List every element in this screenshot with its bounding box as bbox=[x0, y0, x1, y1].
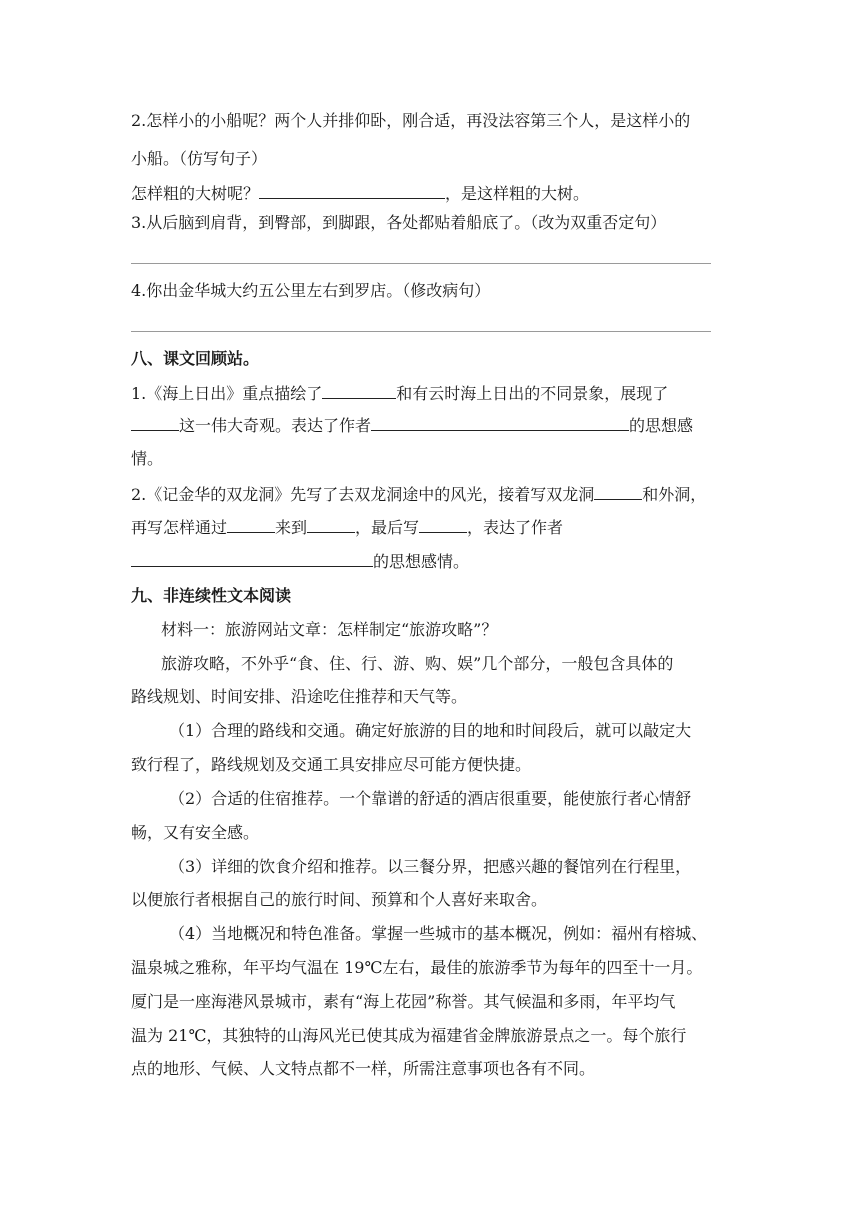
answer-blank[interactable] bbox=[131, 550, 373, 567]
paragraph-line: 温为 21℃，其独特的山海风光已使其成为福建省金牌旅游景点之一。每个旅行 bbox=[131, 1026, 687, 1045]
answer-blank[interactable] bbox=[227, 516, 275, 533]
section-9-heading: 九、非连续性文本阅读 bbox=[131, 586, 292, 605]
answer-blank[interactable] bbox=[259, 182, 445, 199]
text: 1.《海上日出》重点描绘了 bbox=[131, 384, 323, 403]
text: 这一伟大奇观。表达了作者 bbox=[179, 416, 372, 435]
s8-question-1-line-3: 情。 bbox=[131, 449, 164, 468]
paragraph-line: （1）合理的路线和交通。确定好旅游的目的地和时间段后，就可以敲定大 bbox=[169, 721, 692, 740]
question-3-line: 3.从后脑到肩背，到臀部，到脚跟，各处都贴着船底了。（改为双重否定句） bbox=[131, 213, 667, 232]
s8-question-1-line-2 bbox=[131, 414, 731, 437]
answer-blank[interactable] bbox=[307, 516, 355, 533]
paragraph-line: （4）当地概况和特色准备。掌握一些城市的基本概况，例如：福州有榕城、 bbox=[169, 924, 708, 943]
question-4-line: 4.你出金华城大约五公里左右到罗店。（修改病句） bbox=[131, 281, 491, 300]
paragraph-line: 旅游攻略，不外乎“食、住、行、游、购、娱”几个部分，一般包含具体的 bbox=[161, 654, 674, 673]
paragraph-line: 厦门是一座海港风景城市，素有“海上花园”称誉。其气候温和多雨，年平均气 bbox=[131, 992, 676, 1011]
s8-question-1-line-1 bbox=[131, 382, 731, 405]
paragraph-line: 以便旅行者根据自己的旅行时间、预算和个人喜好来取舍。 bbox=[131, 890, 548, 909]
material-1-title: 材料一：旅游网站文章：怎样制定“旅游攻略”？ bbox=[161, 620, 498, 639]
question-2-line-1: 2.怎样小的小船呢？两个人并排仰卧，刚合适，再没法容第三个人，是这样小的 bbox=[131, 111, 691, 130]
answer-blank[interactable] bbox=[131, 414, 179, 431]
answer-line[interactable] bbox=[131, 263, 711, 264]
paragraph-line: 致行程了，路线规划及交通工具安排应尽可能方便快捷。 bbox=[131, 755, 532, 774]
answer-blank[interactable] bbox=[419, 516, 467, 533]
question-2-line-2: 小船。（仿写句子） bbox=[131, 149, 268, 168]
s8-question-2-line-1 bbox=[131, 483, 731, 506]
fill-suffix: ，是这样粗的大树。 bbox=[445, 184, 590, 203]
answer-line[interactable] bbox=[131, 331, 711, 332]
s8-question-2-line-3 bbox=[131, 550, 731, 573]
paragraph-line: （3）详细的饮食介绍和推荐。以三餐分界，把感兴趣的餐馆列在行程里， bbox=[169, 857, 692, 876]
paragraph-line: 畅，又有安全感。 bbox=[131, 823, 260, 842]
paragraph-line: 路线规划、时间安排、沿途吃住推荐和天气等。 bbox=[131, 687, 468, 706]
paragraph-line: 点的地形、气候、人文特点都不一样，所需注意事项也各有不同。 bbox=[131, 1059, 596, 1078]
text: 来到 bbox=[275, 518, 308, 537]
answer-blank[interactable] bbox=[322, 382, 396, 399]
text: 的思想感情。 bbox=[373, 552, 470, 571]
text: 和有云时海上日出的不同景象，展现了 bbox=[396, 384, 669, 403]
s8-question-2-line-2 bbox=[131, 516, 731, 539]
text: ，最后写 bbox=[355, 518, 420, 537]
text: ，表达了作者 bbox=[467, 518, 564, 537]
fill-prefix: 怎样粗的大树呢？ bbox=[131, 184, 260, 203]
section-8-heading: 八、课文回顾站。 bbox=[131, 349, 260, 368]
question-2-fill-line bbox=[131, 182, 731, 205]
text: 2.《记金华的双龙洞》先写了去双龙洞途中的风光，接着写双龙洞 bbox=[131, 485, 595, 504]
paragraph-line: （2）合适的住宿推荐。一个靠谱的舒适的酒店很重要，能使旅行者心情舒 bbox=[169, 789, 692, 808]
paragraph-line: 温泉城之雅称，年平均气温在 19℃左右，最佳的旅游季节为每年的四至十一月。 bbox=[131, 958, 703, 977]
text: 和外洞， bbox=[642, 485, 707, 504]
answer-blank[interactable] bbox=[594, 483, 642, 500]
text: 的思想感 bbox=[629, 416, 694, 435]
text: 再写怎样通过 bbox=[131, 518, 228, 537]
answer-blank[interactable] bbox=[371, 414, 629, 431]
